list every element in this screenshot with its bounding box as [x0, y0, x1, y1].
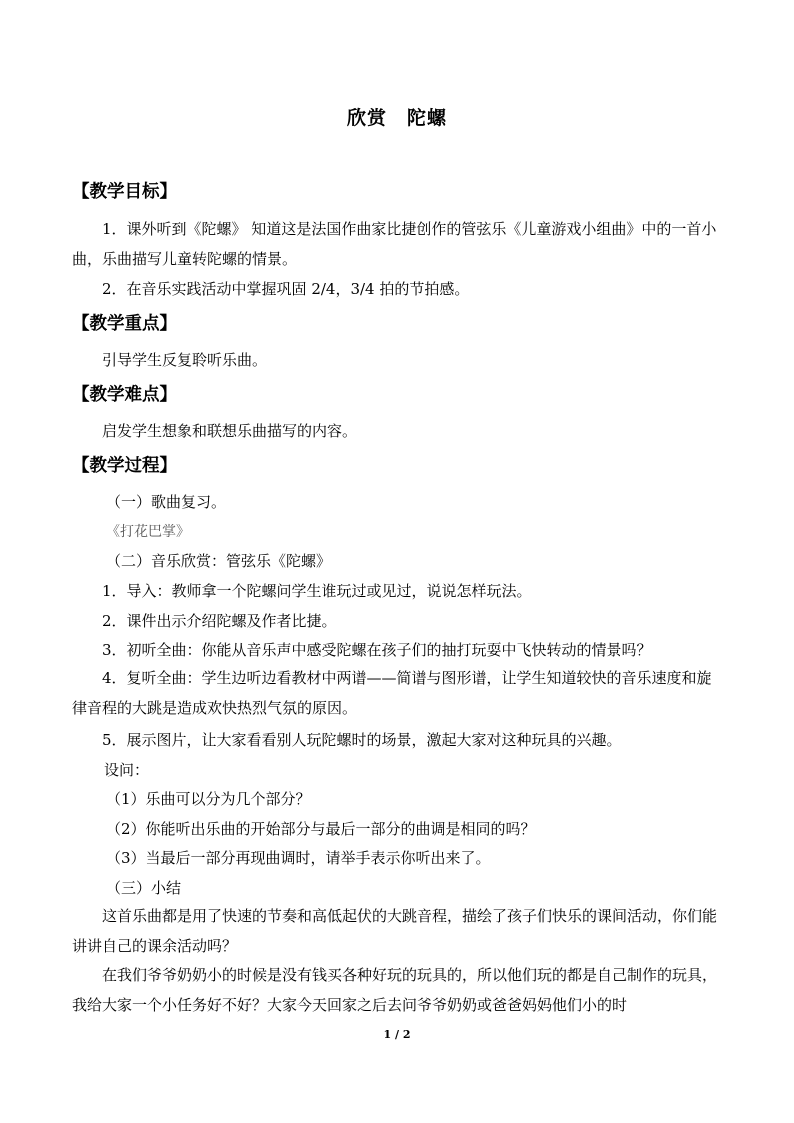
- process-ask: 设问：: [104, 761, 150, 779]
- difficulty-text: 启发学生想象和联想乐曲描写的内容。: [102, 422, 358, 440]
- process-step-1: 1．导入：教师拿一个陀螺问学生谁玩过或见过，说说怎样玩法。: [102, 582, 532, 600]
- page-title: 欣赏 陀螺: [346, 107, 447, 129]
- process-review: （一）歌曲复习。: [106, 493, 227, 511]
- focus-text: 引导学生反复聆听乐曲。: [102, 351, 268, 369]
- summary-text: 这首乐曲都是用了快速的节奏和高低起伏的大跳音程，描绘了孩子们快乐的课间活动，你们能讲讲自己的课余活动吗？: [72, 907, 718, 955]
- question-2: （2）你能听出乐曲的开始部分与最后一部分的曲调是相同的吗？: [106, 820, 536, 838]
- process-step-2: 2．课件出示介绍陀螺及作者比捷。: [102, 612, 337, 630]
- heading-teaching-difficulty: 【教学难点】: [72, 385, 177, 405]
- page-number: 1 / 2: [383, 1028, 411, 1041]
- goal-2: 2．在音乐实践活动中掌握巩固 2/4，3/4 拍的节拍感。: [102, 280, 470, 298]
- goal-1: 1．课外听到《陀螺》 知道这是法国作曲家比捷创作的管弦乐《儿童游戏小组曲》中的一首小曲，乐曲描写儿童转陀螺的情景。: [72, 220, 717, 268]
- closing-text: 在我们爷爷奶奶小的时候是没有钱买各种好玩的玩具的，所以他们玩的都是自己制作的玩具，我给大家一个小任务好不好？大家今天回家之后去问爷爷奶奶或爸爸妈妈他们小的时: [72, 966, 718, 1014]
- heading-teaching-goals: 【教学目标】: [72, 182, 177, 202]
- process-step-3: 3．初听全曲：你能从音乐声中感受陀螺在孩子们的抽打玩耍中飞快转动的情景吗？: [102, 641, 652, 659]
- question-1: （1）乐曲可以分为几个部分？: [106, 790, 311, 808]
- process-step-5: 5．展示图片，让大家看看别人玩陀螺时的场景，激起大家对这种玩具的兴趣。: [102, 731, 622, 749]
- process-step-4: 4．复听全曲：学生边听边看教材中两谱——简谱与图形谱，让学生知道较快的音乐速度和旋律音程的大跳是造成欢快热烈气氛的原因。: [72, 669, 712, 717]
- heading-teaching-focus: 【教学重点】: [72, 314, 177, 334]
- process-summary: （三）小结: [106, 879, 182, 897]
- heading-teaching-process: 【教学过程】: [72, 456, 177, 476]
- process-song-title: 《打花巴掌》: [106, 524, 190, 540]
- question-3: （3）当最后一部分再现曲调时，请举手表示你听出来了。: [106, 849, 491, 867]
- process-appreciation: （二）音乐欣赏：管弦乐《陀螺》: [106, 552, 332, 570]
